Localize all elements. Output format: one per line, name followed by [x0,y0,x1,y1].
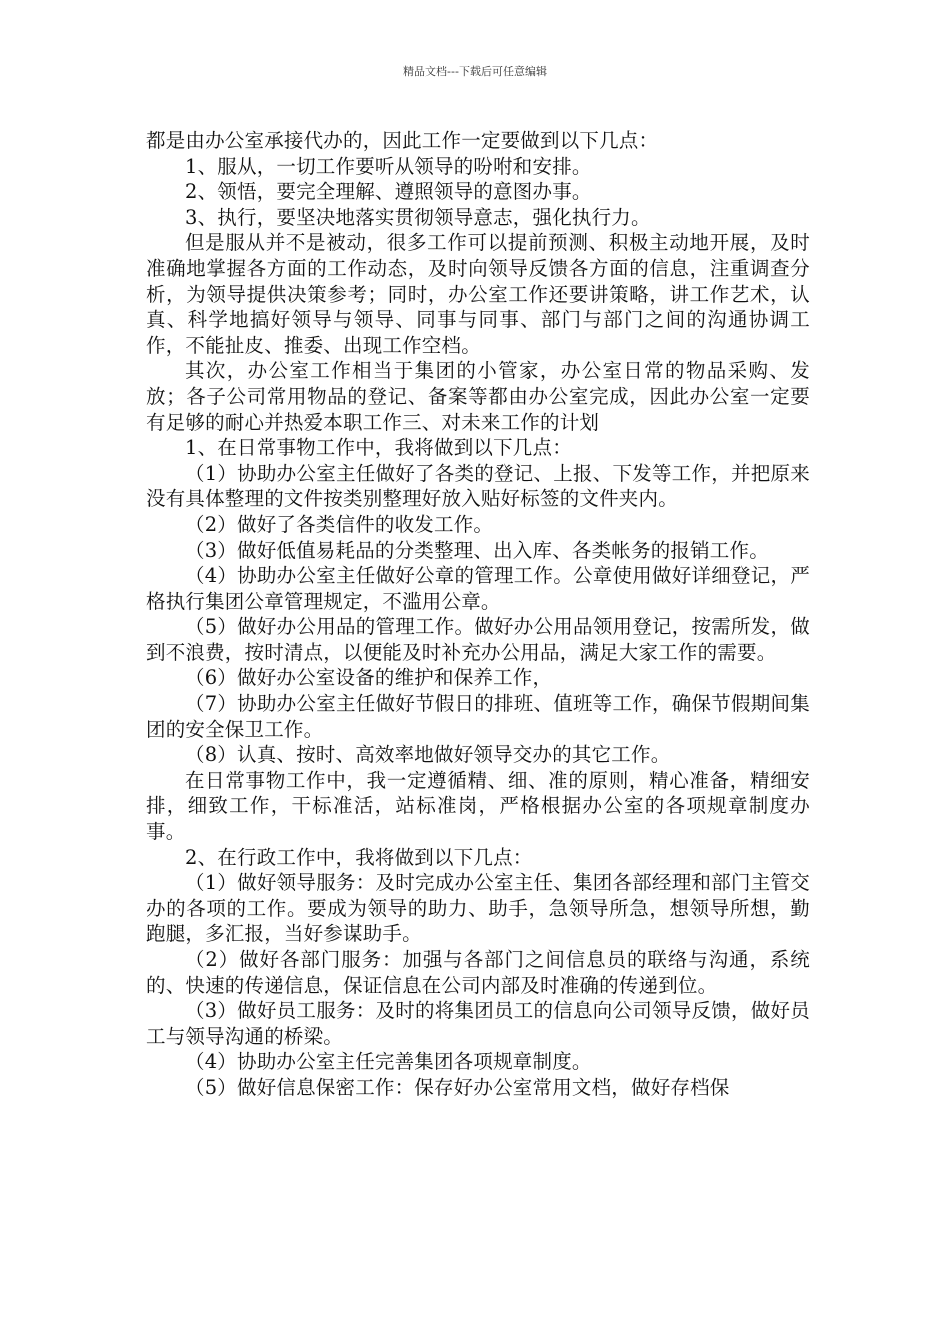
paragraph: 在日常事物工作中，我一定遵循精、细、准的原则，精心准备，精细安排，细致工作，干标准活，站标准岗，严格根据办公室的各项规章制度办事。 [146,768,810,844]
paragraph: 2、在行政工作中，我将做到以下几点： [185,845,533,869]
paragraph: （4）协助办公室主任完善集团各项规章制度。 [185,1050,592,1074]
paragraph: 2、领悟，要完全理解、遵照领导的意图办事。 [185,180,592,204]
paragraph: （5）做好信息保密工作：保存好办公室常用文档，做好存档保 [185,1075,730,1099]
document-body [146,128,810,1101]
paragraph: （6）做好办公室设备的维护和保养工作， [185,666,553,690]
paragraph: 1、服从，一切工作要听从领导的吩咐和安排。 [185,154,592,178]
paragraph: （1）做好领导服务：及时完成办公室主任、集团各部经理和部门主管交办的各项的工作。要成为领导的助力、助手，急领导所急，想领导所想，勤跑腿，多汇报，当好参谋助手。 [146,871,810,946]
paragraph: 3、执行，要坚决地落实贯彻领导意志，强化执行力。 [185,205,651,229]
paragraph: （4）协助办公室主任做好公章的管理工作。公章使用做好详细登记，严格执行集团公章管理规定，不滥用公章。 [146,564,810,613]
paragraph: 其次，办公室工作相当于集团的小管家，办公室日常的物品采购、发放；各子公司常用物品的登记、备案等都由办公室完成，因此办公室一定要有足够的耐心并热爱本职工作三、对未来工作的计划 [146,359,810,434]
paragraph: （3）做好员工服务：及时的将集团员工的信息向公司领导反馈，做好员工与领导沟通的桥梁。 [146,999,810,1048]
paragraph: （5）做好办公用品的管理工作。做好办公用品领用登记，按需所发，做到不浪费，按时清点，以便能及时补充办公用品，满足大家工作的需要。 [146,615,810,664]
paragraph: （1）协助办公室主任做好了各类的登记、上报、下发等工作，并把原来没有具体整理的文件按类别整理好放入贴好标签的文件夹内。 [146,461,810,511]
page-header: 精品文档---下载后可任意编辑 [403,65,547,78]
paragraph: （7）协助办公室主任做好节假日的排班、值班等工作，确保节假期间集团的安全保卫工作。 [146,692,810,741]
paragraph: （8）认真、按时、高效率地做好领导交办的其它工作。 [185,743,671,767]
paragraph: （2）做好了各类信件的收发工作。 [185,512,494,536]
paragraph: 1、在日常事物工作中，我将做到以下几点： [185,436,572,460]
paragraph: （2）做好各部门服务：加强与各部门之间信息员的联络与沟通，系统的、快速的传递信息，保证信息在公司内部及时准确的传递到位。 [146,948,810,997]
paragraph: （3）做好低值易耗品的分类整理、出入库、各类帐务的报销工作。 [185,538,769,562]
paragraph: 但是服从并不是被动，很多工作可以提前预测、积极主动地开展，及时准确地掌握各方面的工作动态，及时向领导反馈各方面的信息，注重调查分析，为领导提供决策参考；同时，办公室工作还要讲策略，讲工作艺术，认真、科学地搞好领导与领导、同事与同事、部门与部门之间的沟通协调工作，不能扯皮、推委、出现工作空档。 [146,231,810,357]
paragraph: 都是由办公室承接代办的，因此工作一定要做到以下几点： [146,129,659,152]
